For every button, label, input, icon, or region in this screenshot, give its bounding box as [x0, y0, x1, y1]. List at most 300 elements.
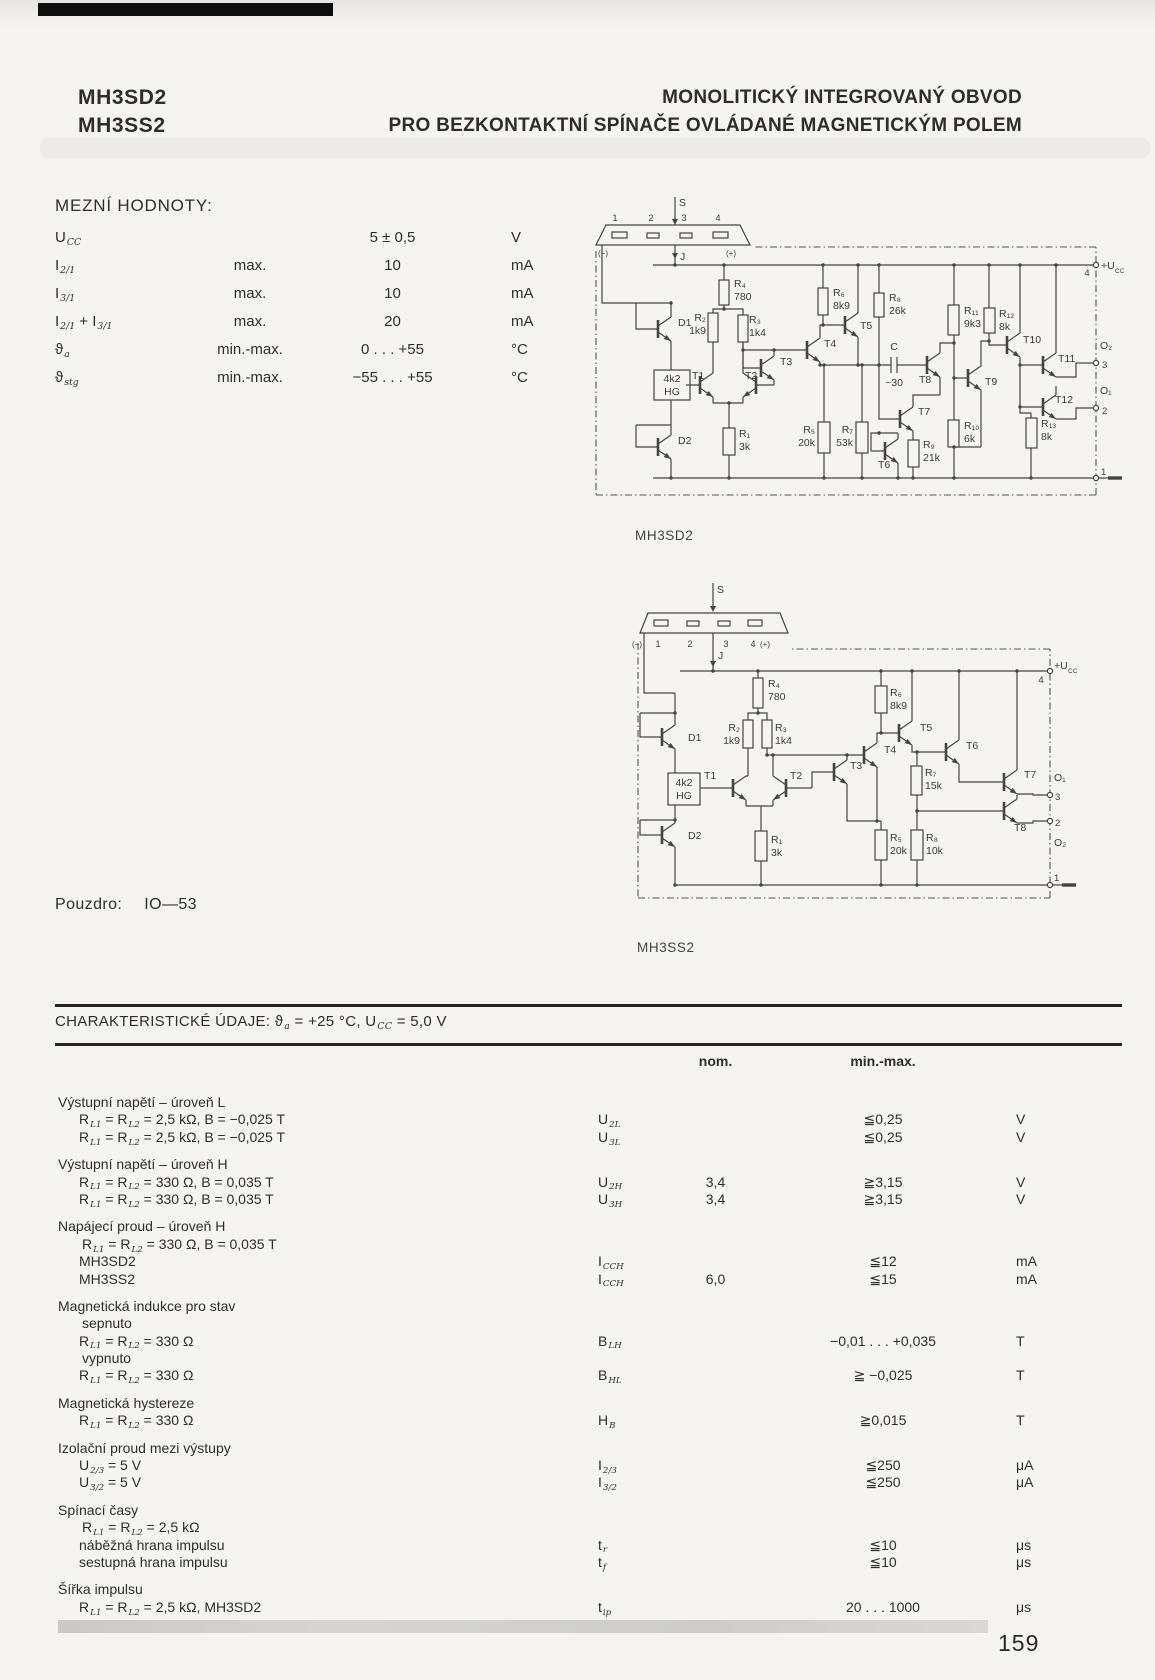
plus-label: (+)	[726, 249, 736, 258]
r8-label: R₈	[926, 832, 938, 844]
char-unit: V	[1016, 1128, 1026, 1145]
r3-value: 1k4	[749, 327, 766, 339]
char-line	[55, 1156, 1065, 1173]
limit-unit: °C	[511, 341, 528, 358]
r11-label: R₁₁	[964, 305, 979, 317]
char-symbol: $B_{LH}$	[598, 1332, 622, 1352]
char-line	[55, 1350, 1065, 1367]
char-line	[55, 1474, 1065, 1494]
pkg-pin2: 2	[687, 639, 693, 649]
char-unit: T	[1016, 1332, 1025, 1349]
s-label: S	[717, 584, 725, 596]
char-minmax	[758, 1581, 1008, 1598]
char-condition: sepnuto	[82, 1315, 132, 1332]
limit-condition: max.	[233, 313, 267, 330]
limit-symbol: $ϑ_{stg}$	[55, 369, 79, 388]
char-minmax	[758, 1218, 1008, 1235]
char-line	[55, 1271, 1065, 1288]
char-condition: náběžná hrana impulsu	[79, 1536, 225, 1553]
t5-label: T5	[860, 320, 873, 332]
t8-label: T8	[919, 374, 932, 386]
char-unit	[1008, 1502, 1065, 1519]
schematic1-caption: MH3SD2	[635, 528, 694, 543]
schematic-mh3ss2	[590, 573, 1080, 908]
pkg-pin1: 1	[612, 213, 618, 223]
limit-unit: °C	[511, 369, 528, 386]
document-title-line2: PRO BEZKONTAKTNÍ SPÍNAČE OVLÁDANÉ MAGNETICKÝM POLEM	[388, 115, 1022, 136]
char-symbol	[598, 1581, 673, 1598]
char-condition: Výstupní napětí – úroveň L	[58, 1094, 226, 1110]
char-minmax	[758, 1395, 1008, 1412]
char-title: CHARAKTERISTICKÉ ÚDAJE: $ϑ_a = +25$ °C, $U_{CC} = 5,0$ V	[55, 1013, 447, 1032]
char-rule-mid	[55, 1043, 1122, 1046]
t1-label: T1	[692, 370, 705, 382]
char-condition: $R_{L1} = R_{L2} = 330$ Ω	[79, 1367, 194, 1387]
char-nominal	[673, 1218, 758, 1235]
char-symbol	[598, 1315, 673, 1332]
char-condition: Magnetická indukce pro stav	[58, 1297, 236, 1314]
char-symbol	[598, 1156, 673, 1173]
char-line	[55, 1537, 1065, 1554]
char-minmax	[758, 1440, 1008, 1457]
ucc-label: +U	[1054, 660, 1068, 672]
limit-condition: max.	[233, 285, 267, 302]
part-numbers	[78, 84, 167, 140]
d2-label: D2	[688, 830, 702, 842]
char-rule-top	[55, 1004, 1122, 1007]
char-condition: MH3SD2	[79, 1253, 136, 1270]
r10-value: 6k	[964, 433, 976, 445]
char-condition: Šířka impulsu	[58, 1581, 143, 1598]
r3-label: R₃	[775, 722, 787, 734]
r8-value: 10k	[926, 845, 943, 857]
char-nominal	[673, 1298, 758, 1315]
ucc-label: +U	[1101, 260, 1115, 272]
t7-label: T7	[1024, 769, 1037, 781]
char-unit: V	[1016, 1190, 1026, 1207]
hg-name: HG	[664, 386, 680, 398]
char-symbol: $U_{2L}$	[598, 1111, 621, 1131]
char-unit: μA	[1016, 1457, 1034, 1474]
char-condition: $R_{L1} = R_{L2} = 330$ Ω, B = 0,035 T	[79, 1190, 274, 1210]
char-unit	[1008, 1440, 1065, 1457]
char-minmax	[758, 1350, 1008, 1367]
char-unit: μs	[1016, 1598, 1032, 1615]
limit-symbol: $U_{CC}$	[55, 229, 82, 248]
char-condition: $R_{L1} = R_{L2} = 2,5$ kΩ, MH3SD2	[79, 1598, 262, 1618]
limits-rows	[55, 224, 615, 392]
pkg-pin3: 3	[681, 213, 687, 223]
char-line	[55, 1298, 1065, 1315]
char-colhead-minmax: min.-max.	[850, 1053, 916, 1069]
char-symbol: $U_{3L}$	[598, 1128, 621, 1148]
r7-value: 53k	[836, 437, 853, 449]
t6-label: T6	[966, 740, 979, 752]
char-line	[55, 1253, 1065, 1270]
hg-value: 4k2	[675, 777, 693, 789]
char-symbol	[598, 1440, 673, 1457]
char-minmax: ≧3,15	[863, 1173, 903, 1190]
char-minmax	[758, 1094, 1008, 1111]
char-condition: $U_{2/3} = 5$ V	[79, 1457, 142, 1476]
char-condition: Magnetická hystereze	[58, 1394, 195, 1411]
char-line	[55, 1094, 1065, 1111]
r5-label: R₅	[890, 832, 902, 844]
char-minmax: ≦10	[869, 1536, 897, 1553]
limit-unit: mA	[511, 313, 534, 330]
char-condition: $R_{L1} = R_{L2} = 330$ Ω, B = 0,035 T	[82, 1235, 277, 1255]
r1-value: 3k	[771, 847, 783, 859]
scan-streak-header	[40, 138, 1150, 158]
char-line	[55, 1440, 1065, 1457]
char-unit	[1008, 1156, 1065, 1173]
r8-value: 26k	[889, 305, 906, 317]
char-condition: $R_{L1} = R_{L2} = 330$ Ω	[79, 1412, 194, 1432]
hg-value: 4k2	[663, 373, 681, 385]
limit-condition: min.-max.	[217, 341, 283, 358]
char-unit	[1008, 1094, 1065, 1111]
r5-label: R₅	[803, 424, 815, 436]
char-nominal	[673, 1554, 758, 1577]
char-nominal	[673, 1502, 758, 1519]
scan-black-bar	[38, 3, 333, 16]
t11-label: T11	[1058, 353, 1076, 365]
minus-label: (−)	[598, 249, 608, 258]
limit-value: 10	[384, 257, 401, 274]
limit-symbol: $I_{3/1}$	[55, 285, 76, 304]
char-nominal	[673, 1581, 758, 1598]
pkg-pin2: 2	[648, 213, 654, 223]
char-line	[55, 1367, 1065, 1387]
pin4-num: 4	[1084, 268, 1090, 279]
char-line	[55, 1395, 1065, 1412]
r11-value: 9k3	[964, 318, 981, 330]
scan-streak-bottom	[58, 1620, 988, 1633]
r1-label: R₁	[739, 428, 751, 440]
t8-label: T8	[1014, 822, 1027, 834]
pkg-pin4: 4	[715, 213, 721, 223]
char-line	[55, 1191, 1065, 1208]
char-unit: μs	[1016, 1553, 1032, 1570]
schematic2-labels	[632, 584, 1078, 884]
char-unit: T	[1016, 1367, 1025, 1384]
c-value: ~30	[885, 377, 903, 389]
r1-value: 3k	[739, 441, 751, 453]
char-colhead-nom: nom.	[698, 1053, 733, 1069]
t3-label: T3	[780, 356, 793, 368]
pin1-num: 1	[1101, 467, 1107, 478]
j-label: J	[680, 251, 686, 263]
char-condition: Spínací časy	[58, 1501, 139, 1518]
char-line	[55, 1519, 1065, 1536]
t1-label: T1	[704, 770, 717, 782]
char-minmax: 20 . . . 1000	[846, 1598, 920, 1615]
limit-row	[55, 308, 615, 336]
char-symbol: $I_{CCH}$	[598, 1270, 624, 1290]
char-condition: $R_{L1} = R_{L2} = 2,5$ kΩ, B = −0,025 T	[79, 1111, 286, 1131]
char-nominal: 3,4	[705, 1190, 726, 1207]
s-label: S	[679, 197, 687, 209]
char-line	[55, 1315, 1065, 1332]
char-condition: $R_{L1} = R_{L2} = 2,5$ kΩ	[82, 1519, 200, 1538]
r7-label: R₇	[841, 424, 853, 436]
r7-label: R₇	[925, 767, 937, 779]
r2-label: R₂	[694, 312, 706, 324]
char-condition: $R_{L1} = R_{L2} = 2,5$ kΩ, B = −0,025 T	[79, 1128, 286, 1148]
r4-value: 780	[734, 291, 752, 303]
char-line	[55, 1502, 1065, 1519]
char-nominal	[673, 1350, 758, 1367]
r6-label: R₆	[890, 687, 902, 699]
char-symbol	[598, 1350, 673, 1367]
minus-label: (−)	[632, 640, 642, 649]
o2-label: O₂	[1100, 340, 1113, 352]
char-lines	[55, 1084, 1065, 1616]
d2-label: D2	[678, 435, 692, 447]
plus-label: (+)	[760, 640, 770, 649]
ucc-sub: CC	[1068, 668, 1078, 675]
r3-label: R₃	[749, 314, 761, 326]
char-line	[55, 1218, 1065, 1235]
pin2-num: 2	[1055, 818, 1061, 829]
char-minmax: ≦0,25	[863, 1111, 903, 1128]
limit-symbol: $I_{2/1}$	[55, 257, 76, 276]
t2-label: T2	[790, 770, 803, 782]
t2-label: T2	[745, 370, 758, 382]
limit-value: 0 . . . +55	[361, 341, 424, 358]
t5-label: T5	[920, 722, 933, 734]
package-outline	[640, 583, 788, 671]
ucc-sub: CC	[1115, 268, 1125, 275]
char-nominal	[673, 1440, 758, 1457]
char-symbol: $I_{CCH}$	[598, 1253, 624, 1272]
char-unit	[1008, 1298, 1065, 1315]
limit-value: 5 ± 0,5	[369, 229, 416, 246]
char-symbol	[598, 1395, 673, 1412]
char-line	[55, 1111, 1065, 1131]
char-line	[55, 1554, 1065, 1571]
char-unit: mA	[1016, 1253, 1037, 1270]
pin3-num: 3	[1055, 792, 1061, 803]
char-symbol	[598, 1094, 673, 1111]
r2-value: 1k9	[689, 325, 706, 337]
char-condition: Výstupní napětí – úroveň H	[58, 1156, 228, 1173]
junction-dots	[673, 669, 1018, 886]
r12-label: R₁₂	[999, 308, 1015, 320]
j-label: J	[718, 650, 724, 662]
char-nominal	[673, 1315, 758, 1332]
t10-label: T10	[1023, 334, 1042, 346]
limit-row	[55, 280, 615, 308]
t4-label: T4	[824, 338, 837, 350]
char-condition: vypnuto	[82, 1350, 132, 1367]
limit-value: 20	[384, 313, 401, 330]
char-unit: T	[1016, 1412, 1025, 1429]
limits-title: MEZNÍ HODNOTY:	[55, 196, 213, 215]
r4-value: 780	[768, 691, 786, 703]
char-symbol: $B_{HL}$	[598, 1367, 622, 1387]
char-symbol: $t_{ip}$	[598, 1598, 612, 1618]
char-condition: $U_{3/2} = 5$ V	[79, 1474, 142, 1494]
char-symbol: $U_{2H}$	[598, 1173, 623, 1193]
char-nominal	[673, 1156, 758, 1173]
char-nominal	[673, 1412, 758, 1435]
char-symbol: $I_{2/3}$	[598, 1457, 617, 1476]
limit-row	[55, 252, 615, 280]
d1-label: D1	[688, 732, 702, 744]
char-symbol	[598, 1298, 673, 1315]
limit-row	[55, 224, 615, 252]
t3-label: T3	[850, 760, 863, 772]
pin2-num: 2	[1102, 406, 1108, 417]
pkg-pin4: 4	[750, 639, 756, 649]
r2-label: R₂	[728, 722, 740, 734]
char-minmax: ≦0,25	[863, 1128, 903, 1145]
char-line	[55, 1236, 1065, 1253]
schematic-mh3sd2	[588, 195, 1133, 505]
char-condition: Izolační proud mezi výstupy	[58, 1439, 231, 1456]
char-line	[55, 1174, 1065, 1191]
char-minmax	[758, 1315, 1008, 1332]
char-line	[55, 1457, 1065, 1474]
t12-label: T12	[1055, 394, 1074, 406]
r2-value: 1k9	[723, 735, 740, 747]
limit-condition: min.-max.	[217, 369, 283, 386]
char-condition: $R_{L1} = R_{L2} = 330$ Ω, B = 0,035 T	[79, 1173, 274, 1193]
char-symbol: $H_B$	[598, 1412, 616, 1432]
t4-label: T4	[884, 744, 897, 756]
r4-label: R₄	[734, 278, 746, 290]
char-unit	[1008, 1395, 1065, 1412]
char-line	[55, 1129, 1065, 1146]
r12-value: 8k	[999, 321, 1011, 333]
r5-value: 20k	[798, 437, 815, 449]
char-minmax: ≦250	[865, 1457, 901, 1474]
hg-name: HG	[676, 790, 692, 802]
package-line	[55, 896, 219, 914]
document-title-line1: MONOLITICKÝ INTEGROVANÝ OBVOD	[662, 87, 1022, 108]
r3-value: 1k4	[775, 735, 792, 747]
char-nominal	[673, 1395, 758, 1412]
char-minmax	[758, 1156, 1008, 1173]
char-symbol	[598, 1218, 673, 1235]
package-value: IO—53	[144, 896, 197, 913]
char-symbol: $U_{3H}$	[598, 1190, 623, 1210]
r13-value: 8k	[1041, 431, 1053, 443]
r9-value: 21k	[923, 452, 940, 464]
wires	[640, 633, 1076, 885]
o1-label: O₁	[1054, 772, 1066, 784]
part-number-2: MH3SS2	[78, 114, 166, 137]
r6-label: R₆	[833, 287, 845, 299]
char-unit	[1008, 1218, 1065, 1235]
char-minmax: ≦10	[869, 1553, 897, 1570]
transistors	[648, 721, 1017, 847]
o2-label: O₂	[1054, 837, 1067, 849]
char-condition: Napájecí proud – úroveň H	[58, 1218, 226, 1235]
char-unit	[1008, 1350, 1065, 1367]
char-condition: sestupná hrana impulsu	[79, 1553, 228, 1570]
o1-label: O₁	[1100, 385, 1112, 397]
char-line	[55, 1412, 1065, 1432]
limit-value: −55 . . . +55	[352, 369, 433, 386]
pin3-num: 3	[1102, 360, 1108, 371]
char-unit	[1008, 1315, 1065, 1332]
pin1-num: 1	[1054, 873, 1060, 884]
r9-label: R₉	[923, 439, 935, 451]
d1-label: D1	[678, 317, 692, 329]
limit-unit: mA	[511, 257, 534, 274]
r10-label: R₁₀	[964, 420, 980, 432]
limit-value: 10	[384, 285, 401, 302]
limit-unit: V	[511, 229, 522, 246]
document-title	[330, 84, 1022, 140]
pkg-pin3: 3	[723, 639, 729, 649]
r1-label: R₁	[771, 834, 783, 846]
part-number-1: MH3SD2	[78, 86, 167, 109]
char-nominal	[673, 1474, 758, 1497]
char-nominal	[673, 1094, 758, 1111]
char-symbol: $I_{3/2}$	[598, 1474, 617, 1494]
r6-value: 8k9	[890, 700, 907, 712]
char-unit: μA	[1016, 1474, 1034, 1491]
char-symbol: $t_r$	[598, 1536, 608, 1556]
package-label: Pouzdro:	[55, 896, 123, 913]
r7-value: 15k	[925, 780, 942, 792]
r13-label: R₁₃	[1041, 418, 1057, 430]
char-line	[55, 1599, 1065, 1616]
c-label: C	[890, 341, 898, 353]
page-number: 159	[998, 1630, 1040, 1656]
char-nominal: 6,0	[705, 1270, 726, 1287]
t6-label: T6	[878, 459, 891, 471]
char-condition: $R_{L1} = R_{L2} = 330$ Ω	[79, 1332, 194, 1352]
char-line	[55, 1581, 1065, 1598]
char-minmax: ≦250	[865, 1474, 901, 1491]
t7-label: T7	[918, 406, 931, 418]
r6-value: 8k9	[833, 300, 850, 312]
char-unit: μs	[1016, 1536, 1032, 1553]
t9-label: T9	[985, 376, 998, 388]
char-minmax: ≦15	[869, 1270, 897, 1287]
schematic2-caption: MH3SS2	[637, 940, 695, 955]
limit-condition: max.	[233, 257, 267, 274]
r8-label: R₈	[889, 292, 901, 304]
char-minmax	[758, 1298, 1008, 1315]
char-nominal	[673, 1367, 758, 1390]
char-minmax: ≦12	[869, 1253, 897, 1270]
char-minmax	[758, 1502, 1008, 1519]
char-nominal: 3,4	[705, 1173, 726, 1190]
pkg-pin1: 1	[655, 639, 661, 649]
border-dashdot	[638, 643, 1050, 898]
limit-symbol: $ϑ_a$	[55, 341, 70, 360]
limit-row	[55, 336, 615, 364]
char-minmax: ≧ −0,025	[853, 1367, 913, 1384]
limit-unit: mA	[511, 285, 534, 302]
char-unit	[1008, 1581, 1065, 1598]
char-unit: mA	[1016, 1270, 1037, 1287]
pin4-num: 4	[1038, 675, 1044, 686]
r4-label: R₄	[768, 678, 780, 690]
char-symbol: $t_f$	[598, 1553, 607, 1573]
char-condition: MH3SS2	[79, 1270, 136, 1287]
limit-symbol: $I_{2/1} + I_{3/1}$	[55, 313, 113, 332]
r5-value: 20k	[890, 845, 907, 857]
char-minmax: ≧0,015	[859, 1412, 907, 1429]
char-unit: V	[1016, 1111, 1026, 1128]
char-nominal	[673, 1599, 758, 1622]
